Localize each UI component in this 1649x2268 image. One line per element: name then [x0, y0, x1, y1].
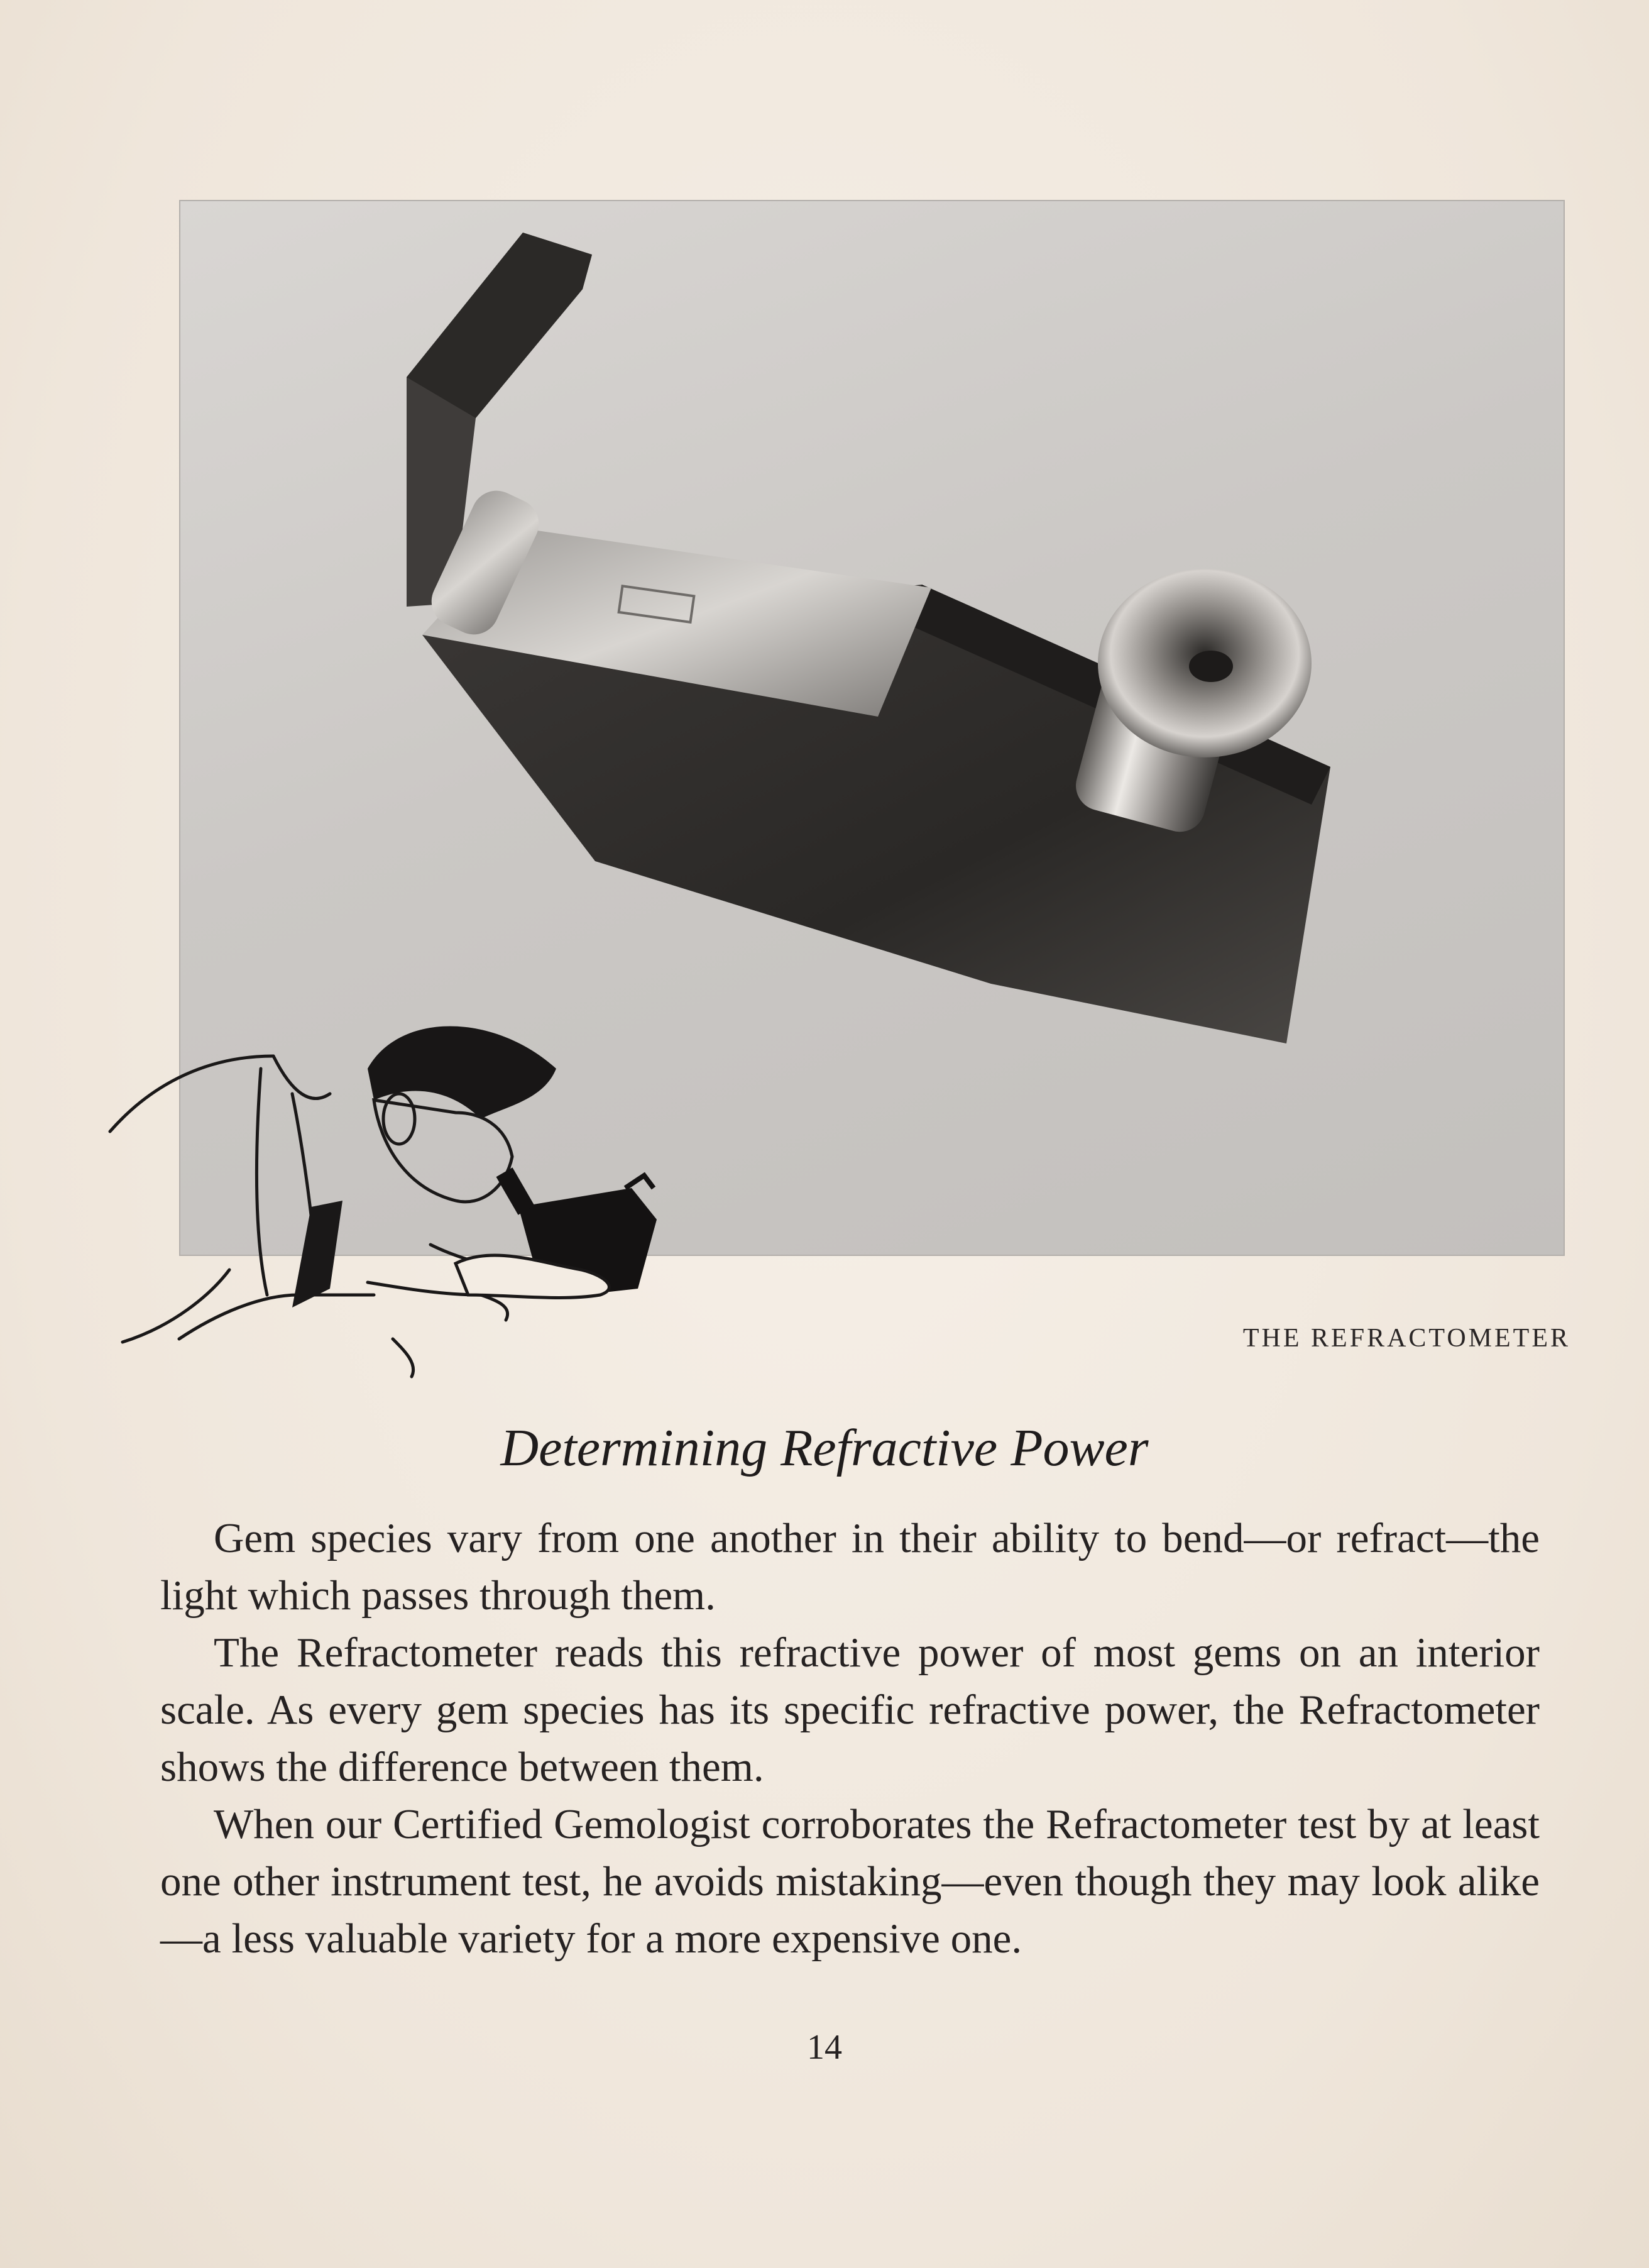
figure-caption: THE REFRACTOMETER	[1242, 1324, 1570, 1353]
paragraph: Gem species vary from one another in their ability to bend—or refract—the light which passes through them.	[160, 1515, 1540, 1619]
paragraph: When our Certified Gemologist corroborates the Refractometer test by at least one other instrument test, he avoids mistaking—even though they may look alike—a less valuable variety for a more expensive one.	[160, 1801, 1540, 1962]
man-looking-into-refractometer-sketch	[104, 999, 669, 1402]
section-heading: Determining Refractive Power	[500, 1419, 1149, 1477]
striped-tie	[292, 1201, 342, 1307]
body-text	[160, 1510, 1540, 1968]
page-number: 14	[807, 2028, 842, 2067]
man-head	[368, 1027, 556, 1202]
paragraph: The Refractometer reads this refractive power of most gems on an interior scale. As every gem species has its specific refractive power, the Refractometer shows the difference between them.	[160, 1629, 1540, 1790]
